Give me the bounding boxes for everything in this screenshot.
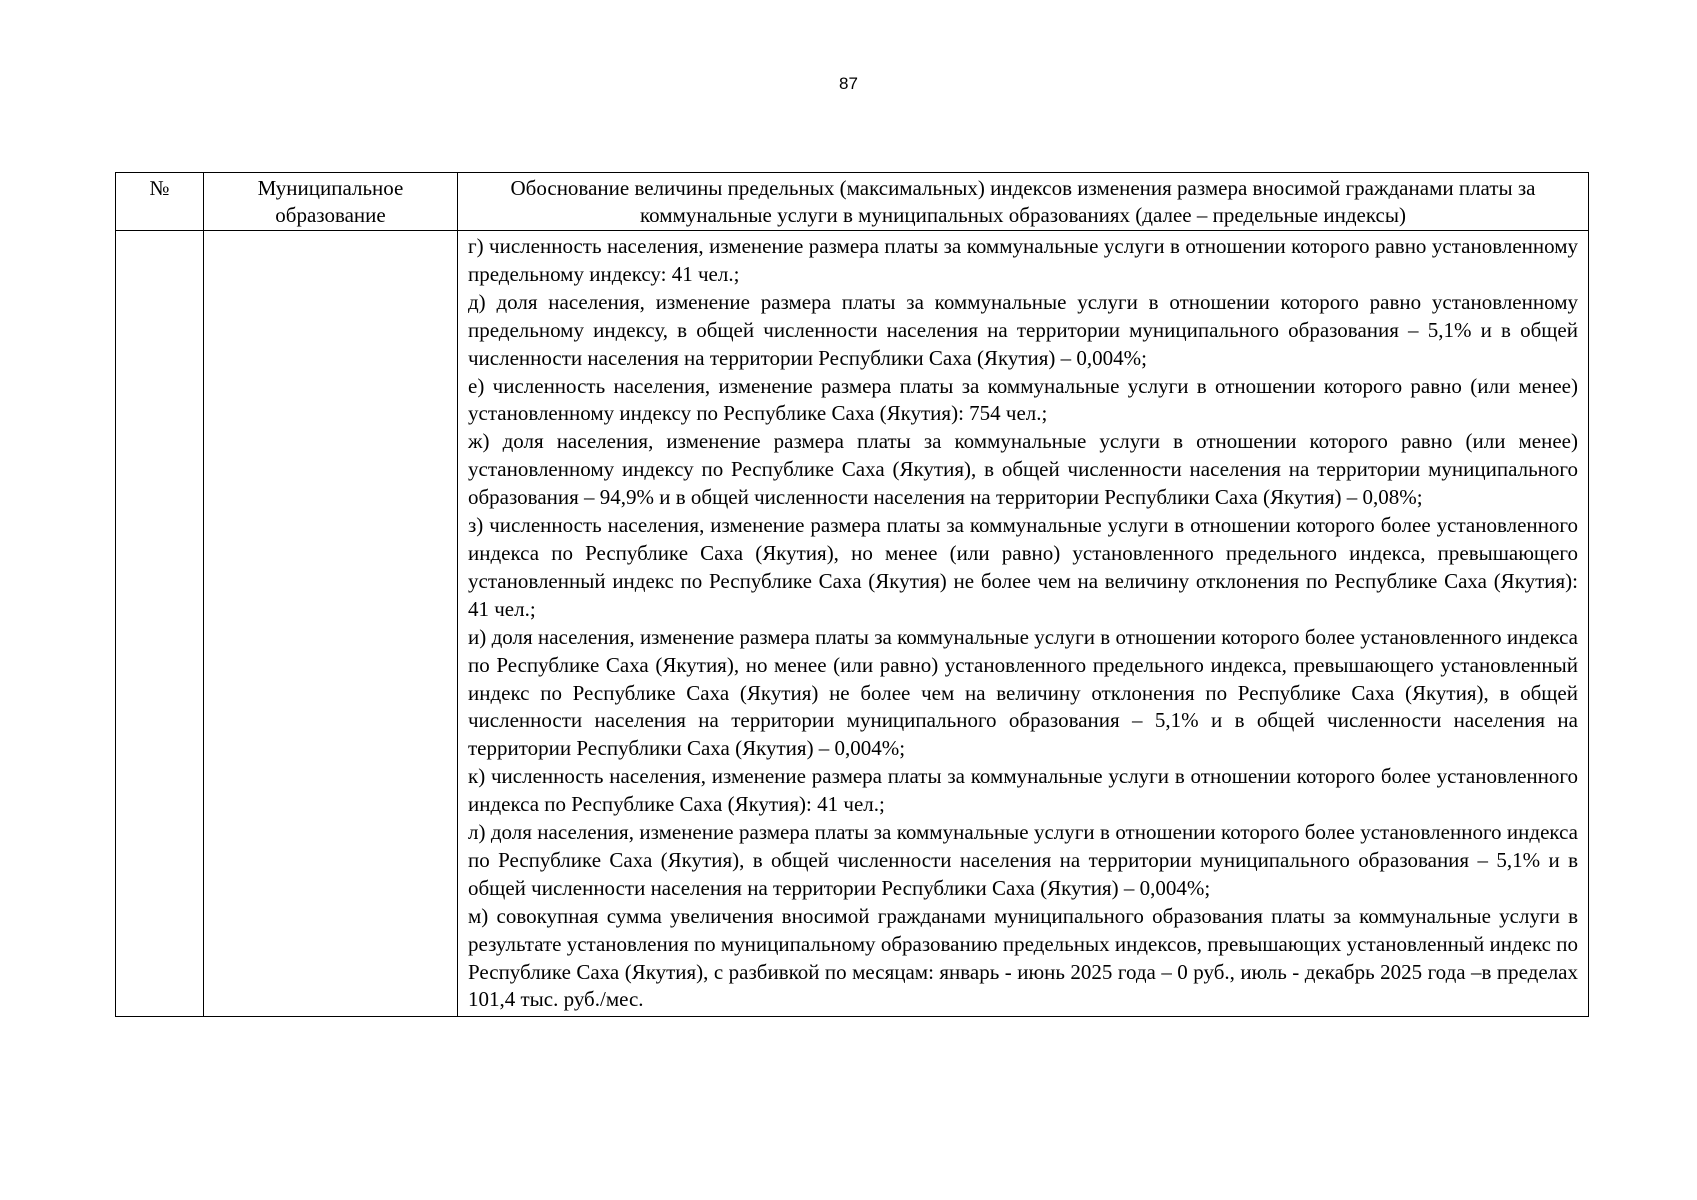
paragraph-d: д) доля населения, изменение размера платы за коммунальные услуги в отношении которого равно установленному предельному индексу, в общей численности населения на территории муниципального образования – 5,1% и в общей численности населения на территории Республики Саха (Якутия) – 0,004%;: [468, 289, 1578, 370]
cell-municipality: [204, 231, 458, 1017]
justification-table: [115, 172, 1589, 1017]
cell-number: [116, 231, 204, 1017]
header-municipality: Муниципальное образование: [204, 173, 458, 231]
paragraph-m: м) совокупная сумма увеличения вносимой гражданами муниципального образования платы за коммунальные услуги в результате установления по муниципальному образованию предельных индексов, превышающих установленный индекс по Республике Саха (Якутия), с разбивкой по месяцам: январь - июнь 2025 года – 0 руб., июль - декабрь 2025 года –в пределах 101,4 тыс. руб./мес.: [468, 903, 1578, 1012]
paragraph-zh: ж) доля населения, изменение размера платы за коммунальные услуги в отношении которого равно (или менее) установленному индексу по Республике Саха (Якутия), в общей численности населения на территории муниципального образования – 94,9% и в общей численности населения на территории Республики Саха (Якутия) – 0,08%;: [468, 429, 1578, 510]
table-row: [116, 231, 1589, 1017]
table-header-row: [116, 173, 1589, 231]
paragraph-g: г) численность населения, изменение размера платы за коммунальные услуги в отношении которого равно установленному предельному индексу: 41 чел.;: [468, 234, 1578, 286]
paragraph-z: з) численность населения, изменение размера платы за коммунальные услуги в отношении которого более установленного индекса по Республике Саха (Якутия), но менее (или равно) установленного предельного индекса, превышающего установленный индекс по Республике Саха (Якутия) не более чем на величину отклонения по Республике Саха (Якутия): 41 чел.;: [468, 513, 1578, 621]
header-number: №: [116, 173, 204, 231]
paragraph-e: е) численность населения, изменение размера платы за коммунальные услуги в отношении которого равно (или менее) установленному индексу по Республике Саха (Якутия): 754 чел.;: [468, 373, 1578, 426]
header-basis: Обоснование величины предельных (максимальных) индексов изменения размера вносимой гражданами платы за коммунальные услуги в муниципальных образованиях (далее – предельные индексы): [458, 173, 1589, 231]
paragraph-l: л) доля населения, изменение размера платы за коммунальные услуги в отношении которого более установленного индекса по Республике Саха (Якутия), в общей численности населения на территории муниципального образования – 5,1% и в общей численности населения на территории Республики Саха (Якутия) – 0,004%;: [468, 820, 1578, 900]
paragraph-k: к) численность населения, изменение размера платы за коммунальные услуги в отношении которого более установленного индекса по Республике Саха (Якутия): 41 чел.;: [468, 764, 1578, 817]
paragraph-i: и) доля населения, изменение размера платы за коммунальные услуги в отношении которого более установленного индекса по Республике Саха (Якутия), но менее (или равно) установленного предельного индекса, превышающего установленный индекс по Республике Саха (Якутия) не более чем на величину отклонения по Республике Саха (Якутия), в общей численности населения на территории муниципального образования – 5,1% и в общей численности населения на территории Республики Саха (Якутия) – 0,004%;: [468, 624, 1578, 761]
cell-basis: [458, 231, 1589, 1017]
page-number: 87: [839, 74, 858, 93]
